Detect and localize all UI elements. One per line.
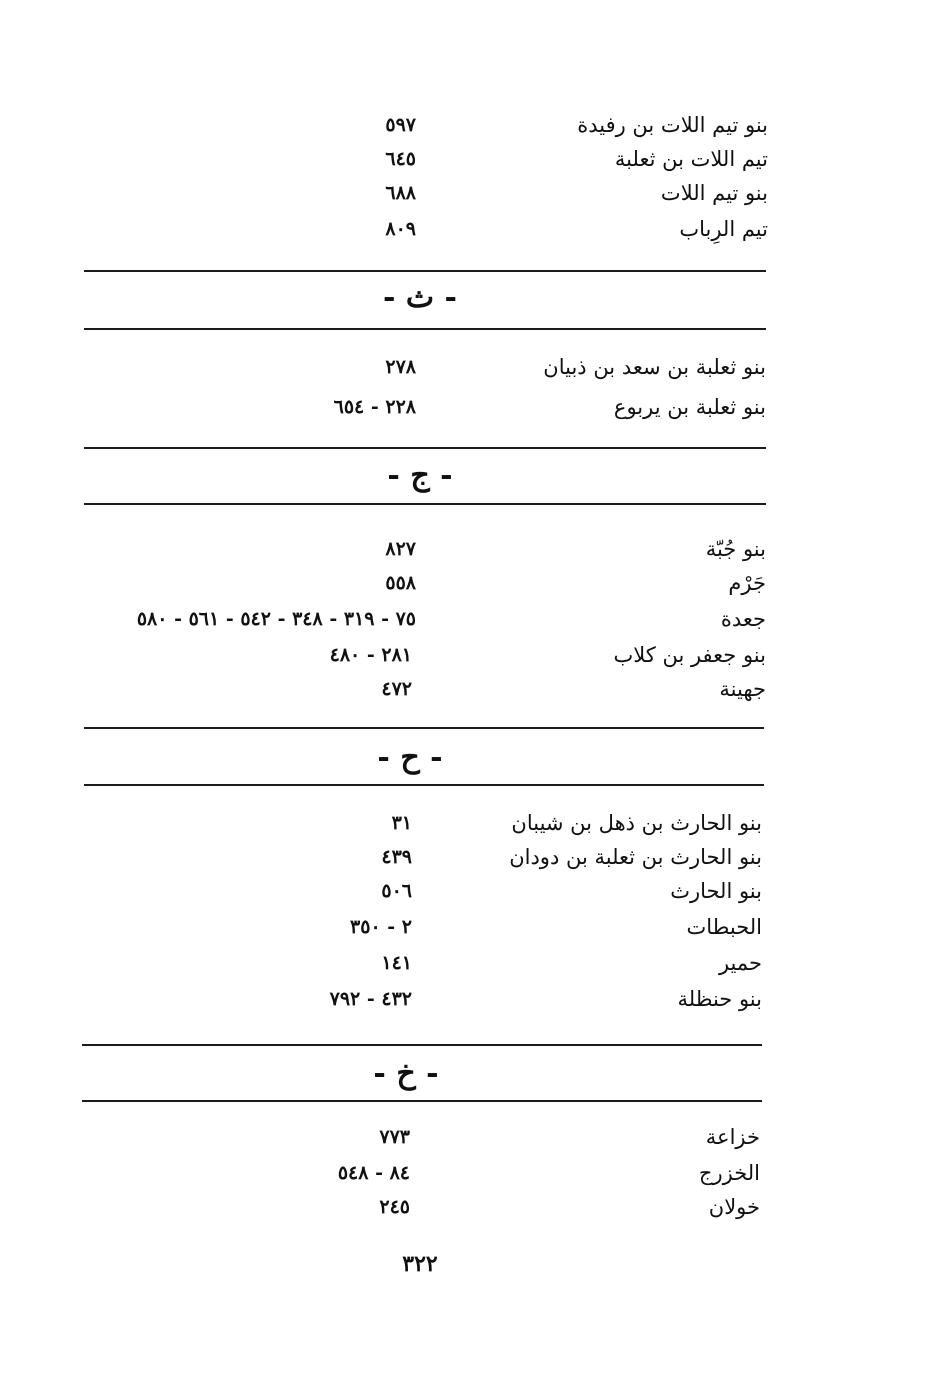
entry-name: بنو جُبّة: [705, 537, 766, 561]
entry-name: الحبطات: [686, 915, 762, 939]
divider-rule: [84, 328, 766, 330]
entry-pages: ٤٣٢ - ٧٩٢: [329, 988, 412, 1010]
page-number: ٣٢٢: [402, 1251, 438, 1277]
index-entry: [0, 1156, 938, 1190]
entry-pages: ١٤١: [381, 952, 412, 974]
entry-name: بنو تيم اللات: [660, 181, 768, 205]
divider-rule: [82, 1044, 762, 1046]
index-entry: [0, 602, 938, 636]
section-letter-heading: - خ -: [373, 1056, 439, 1091]
section-letter-heading: - ح -: [377, 740, 443, 775]
index-entry: [0, 176, 938, 210]
index-entry: [0, 566, 938, 600]
index-entry: [0, 1120, 938, 1154]
index-entry: [0, 108, 938, 142]
entry-name: حمير: [718, 951, 762, 975]
index-entry: [0, 982, 938, 1016]
index-entry: [0, 840, 938, 874]
divider-rule: [84, 727, 764, 729]
entry-name: بنو حنظلة: [677, 987, 762, 1011]
entry-pages: ٧٧٣: [379, 1126, 410, 1148]
entry-pages: ٨٢٧: [385, 538, 416, 560]
entry-name: جهينة: [719, 677, 766, 701]
entry-name: بنو ثعلبة بن يربوع: [613, 395, 766, 419]
divider-rule: [84, 447, 766, 449]
entry-name: خولان: [708, 1195, 760, 1219]
index-entry: [0, 874, 938, 908]
entry-pages: ٤٣٩: [381, 846, 412, 868]
divider-rule: [84, 784, 764, 786]
entry-name: بنو تيم اللات بن رفيدة: [577, 113, 768, 137]
entry-name: بنو الحارث بن ثعلبة بن دودان: [509, 845, 762, 869]
entry-name: خزاعة: [705, 1125, 760, 1149]
entry-pages: ٨٠٩: [385, 218, 416, 240]
divider-rule: [84, 503, 766, 505]
index-entry: [0, 350, 938, 384]
index-entry: [0, 142, 938, 176]
section-letter-heading: - ج -: [387, 458, 453, 493]
divider-rule: [82, 1100, 762, 1102]
divider-rule: [84, 270, 766, 272]
entry-pages: ٥٩٧: [385, 114, 416, 136]
entry-name: بنو الحارث بن ذهل بن شيبان: [511, 811, 762, 835]
entry-pages: ٢٤٥: [379, 1196, 410, 1218]
entry-name: تيم اللات بن ثعلبة: [614, 147, 768, 171]
entry-pages: ٢ - ٣٥٠: [350, 916, 412, 938]
entry-name: تيم الرِباب: [679, 217, 768, 241]
index-entry: [0, 532, 938, 566]
section-letter-heading: - ث -: [382, 280, 458, 315]
entry-pages: ٥٠٦: [381, 880, 412, 902]
index-entry: [0, 1190, 938, 1224]
entry-pages: ٢٨١ - ٤٨٠: [329, 644, 412, 666]
index-entry: [0, 806, 938, 840]
entry-pages: ٦٤٥: [385, 148, 416, 170]
entry-name: بنو ثعلبة بن سعد بن ذبيان: [543, 355, 766, 379]
entry-pages: ٨٤ - ٥٤٨: [337, 1162, 410, 1184]
entry-pages: ٧٥ - ٣١٩ - ٣٤٨ - ٥٤٢ - ٥٦١ - ٥٨٠: [136, 608, 416, 630]
index-entry: [0, 946, 938, 980]
entry-pages: ٢٢٨ - ٦٥٤: [333, 396, 416, 418]
entry-pages: ٥٥٨: [385, 572, 416, 594]
entry-pages: ٦٨٨: [385, 182, 416, 204]
index-entry: [0, 390, 938, 424]
entry-name: بنو الحارث: [670, 879, 762, 903]
entry-pages: ٤٧٢: [381, 678, 412, 700]
entry-name: جعدة: [720, 607, 766, 631]
entry-pages: ٣١: [391, 812, 412, 834]
entry-pages: ٢٧٨: [385, 356, 416, 378]
index-entry: [0, 212, 938, 246]
index-entry: [0, 638, 938, 672]
index-entry: [0, 672, 938, 706]
index-entry: [0, 910, 938, 944]
entry-name: جَرْم: [728, 571, 766, 595]
entry-name: بنو جعفر بن كلاب: [613, 643, 766, 667]
entry-name: الخزرج: [698, 1161, 760, 1185]
